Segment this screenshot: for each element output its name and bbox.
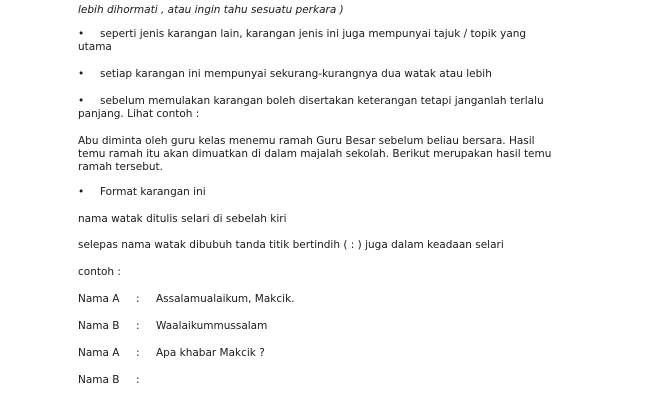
bullet-icon: • [78,68,85,80]
dialog-text: Waalaikummussalam [156,320,268,332]
bullet-text: setiap karangan ini mempunyai sekurang-kurangnya dua watak atau lebih [100,68,492,80]
dialog-text: Apa khabar Makcik ? [156,347,265,359]
format-line-2: selepas nama watak dibubuh tanda titik bertindih ( : ) juga dalam keadaan selari [78,239,504,251]
dialog-colon: : [136,347,140,359]
bullet-item-intro [78,95,558,121]
dialog-speaker: Nama A [78,347,120,359]
format-line-1: nama watak ditulis selari di sebelah kiri [78,213,287,225]
bullet-text: sebelum memulakan karangan boleh disertakan keterangan tetapi janganlah terlalu panjang. Lihat contoh : [78,95,544,120]
example-paragraph: Abu diminta oleh guru kelas menemu ramah Guru Besar sebelum beliau bersara. Hasil temu ramah itu akan dimuatkan di dalam majalah sekolah. Berikut merupakan hasil temu ramah tersebut. [78,135,552,173]
bullet-item-characters [78,68,558,81]
bullet-icon: • [78,95,85,107]
bullet-icon: • [78,28,85,40]
dialog-line [78,347,265,360]
bullet-item-topic [78,28,558,54]
bullet-item-format [78,186,558,199]
dialog-line [78,374,156,387]
dialog-colon: : [136,374,140,386]
dialog-colon: : [136,293,140,305]
dialog-line [78,293,295,306]
dialog-speaker: Nama A [78,293,120,305]
dialog-speaker: Nama B [78,374,120,386]
example-label: contoh : [78,266,121,278]
dialog-speaker: Nama B [78,320,120,332]
bullet-icon: • [78,186,85,198]
top-line-text: lebih dihormati , atau ingin tahu sesuatu perkara ) [78,4,344,16]
dialog-colon: : [136,320,140,332]
bullet-text: seperti jenis karangan lain, karangan jenis ini juga mempunyai tajuk / topik yang utama [78,28,527,53]
dialog-text: Assalamualaikum, Makcik. [156,293,295,305]
bullet-text: Format karangan ini [100,186,206,198]
dialog-line [78,320,267,333]
